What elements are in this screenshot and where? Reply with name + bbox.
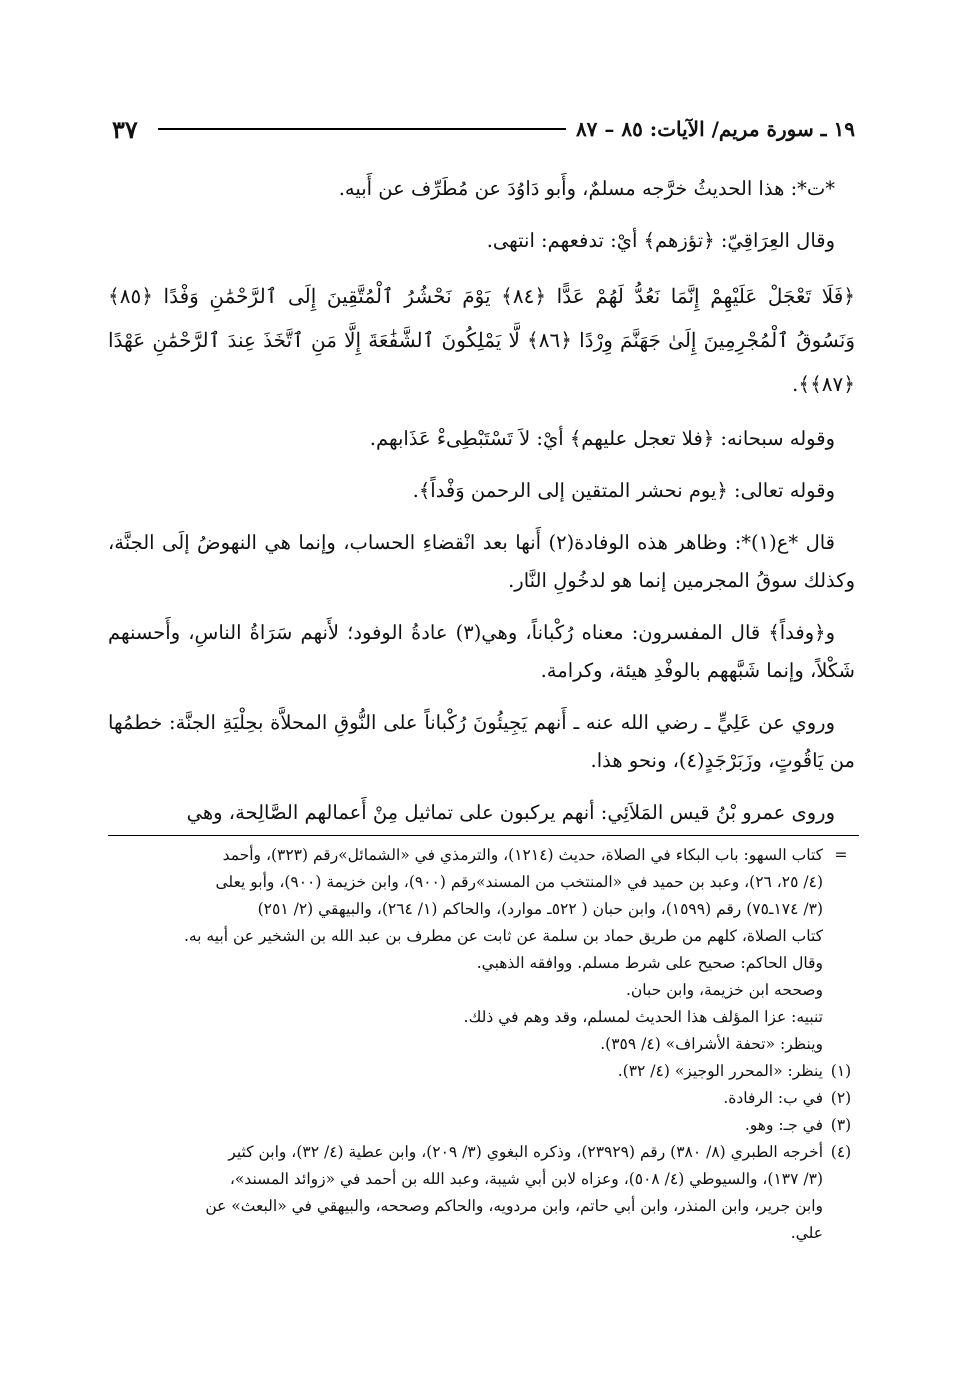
footnote-line: كتاب الصلاة، كلهم من طريق حماد بن سلمة عن ثابت عن مطرف بن عبد الله بن الشخير عن أبيه به. xyxy=(183,927,823,945)
footnote-number: (١) xyxy=(830,1062,852,1080)
footnotes xyxy=(108,835,859,1247)
footnote-3 xyxy=(108,1112,859,1139)
paragraph: وقوله سبحانه: ﴿فلا تعجل عليهم﴾ أيْ: لاَ تَسْتَبْطِىءْ عَذَابهم. xyxy=(369,427,835,450)
footnote-number: (٢) xyxy=(830,1089,852,1107)
quran-verses: ﴿فَلَا تَعْجَلْ عَلَيْهِمْ إِنَّمَا نَعُدُّ لَهُمْ عَدًّا ﴿٨٤﴾ يَوْمَ نَحْشُرُ ٱلْمُتَّقِينَ إِلَى ٱلرَّحْمَٰنِ وَفْدًا ﴿٨٥﴾ وَنَسُوقُ ٱلْمُجْرِمِينَ إِلَىٰ جَهَنَّمَ وِرْدًا ﴿٨٦﴾ لَّا يَمْلِكُونَ ٱلشَّفَٰعَةَ إِلَّا مَنِ ٱتَّخَذَ عِندَ ٱلرَّحْمَٰنِ عَهْدًا ﴿٨٧﴾﴾. xyxy=(108,284,855,396)
footnote-text: في ب: الرفادة. xyxy=(723,1089,823,1107)
running-title: ١٩ ـ سورة مريم/ الآيات: ٨٥ – ٨٧ xyxy=(575,117,855,141)
footnote-4 xyxy=(108,1139,859,1247)
page-number: ٣٧ xyxy=(112,114,138,144)
paragraph: و﴿وفداً﴾ قال المفسرون: معناه رُكْباناً، وهي(٣) عادةُ الوفود؛ لأَنهم سَرَاةُ الناسِ، وأَحسنهم شَكْلاً، وإنما شَبَّههم بالوفْدِ هيئة، وكرامة. xyxy=(108,621,855,682)
paragraph: وروى عمرو بْنُ قيس المَلاَئِي: أنهم يركبون على تماثيل مِنْ أَعمالهم الصَّالِحة، وهي xyxy=(186,801,835,824)
footnote-continuation xyxy=(108,842,859,1058)
paragraph: وقال العِرَاقِيّ: ﴿تؤزهم﴾ أيْ: تدفعهم: انتهى. xyxy=(486,229,835,252)
footnote-line: تنبيه: عزا المؤلف هذا الحديث لمسلم، وقد وهم في ذلك. xyxy=(463,1008,823,1026)
footnote-line: وصححه ابن خزيمة، وابن حبان. xyxy=(625,981,823,999)
paragraph: *ت*: هذا الحديثُ خرَّجه مسلمٌ، وأَبو دَاوُدَ عن مُطَرِّف عن أَبيه. xyxy=(338,177,835,200)
paragraph: وقوله تعالى: ﴿يوم نحشر المتقين إلى الرحمن وَفْداً﴾. xyxy=(412,479,835,502)
footnote-1 xyxy=(108,1058,859,1085)
footnote-text: ينظر: «المحرر الوجيز» (٤/ ٣٢). xyxy=(617,1062,823,1080)
footnote-line: (٣/ ١٧٤ـ٧٥) رقم (١٥٩٩)، وابن حبان ( ٥٢٢ـ موارد)، والحاكم (١/ ٢٦٤)، والبيهقي (٢/ ٢٥١) xyxy=(257,900,823,918)
footnote-text: في جـ: وهو. xyxy=(744,1116,823,1134)
footnote-line: كتاب السهو: باب البكاء في الصلاة، حديث (١٢١٤)، والترمذي في «الشمائل»رقم (٣٢٣)، وأحمد xyxy=(222,846,823,864)
footnote-line: وقال الحاكم: صحيح على شرط مسلم. ووافقه الذهبي. xyxy=(476,954,823,972)
paragraph: قال *ع(١)*: وظاهر هذه الوفادة(٢) أَنها بعد انْقضاءِ الحساب، وإنما هي النهوضُ إلَى الجنَّة، وكذلك سوقُ المجرمين إنما هو لدخُولِ النَّار. xyxy=(108,531,855,592)
footnote-number: (٣) xyxy=(830,1116,852,1134)
header-rule xyxy=(158,128,566,130)
footnote-number: (٤) xyxy=(830,1143,852,1161)
page-header xyxy=(112,112,855,146)
footnote-line: أخرجه الطبري (٨/ ٣٨٠) رقم (٢٣٩٢٩)، وذكره البغوي (٣/ ٢٠٩)، وابن عطية (٤/ ٣٢)، وابن كثير xyxy=(228,1143,823,1161)
paragraph: وروي عن عَلِيٍّ ـ رضي الله عنه ـ أَنهم يَجِيئُونَ رُكْباناً على النُّوقِ المحلاَّة بحِلْيَةِ الجنَّة: خطمُها من يَاقُوتٍ، وزَبَرْجَدٍ(٤)، ونحو هذا. xyxy=(108,711,855,772)
main-text xyxy=(108,170,855,846)
footnote-2 xyxy=(108,1085,859,1112)
continuation-mark: = xyxy=(834,846,848,864)
footnote-line: (٤/ ٢٥، ٢٦)، وعبد بن حميد في «المنتخب من المسند»رقم (٩٠٠)، وابن خزيمة (٩٠٠)، وأبو يعلى xyxy=(215,873,823,891)
footnote-line: علي. xyxy=(790,1224,823,1242)
footnote-line: (٣/ ١٣٧)، والسيوطي (٤/ ٥٠٨)، وعزاه لابن أبي شيبة، وعبد الله بن أحمد في «زوائد المسند»، xyxy=(229,1170,823,1188)
footnote-line: وينظر: «تحفة الأشراف» (٤/ ٣٥٩). xyxy=(600,1035,823,1053)
footnote-line: وابن جرير، وابن المنذر، وابن أبي حاتم، وابن مردويه، والحاكم وصححه، والبيهقي في «البعث» عن xyxy=(205,1197,823,1215)
